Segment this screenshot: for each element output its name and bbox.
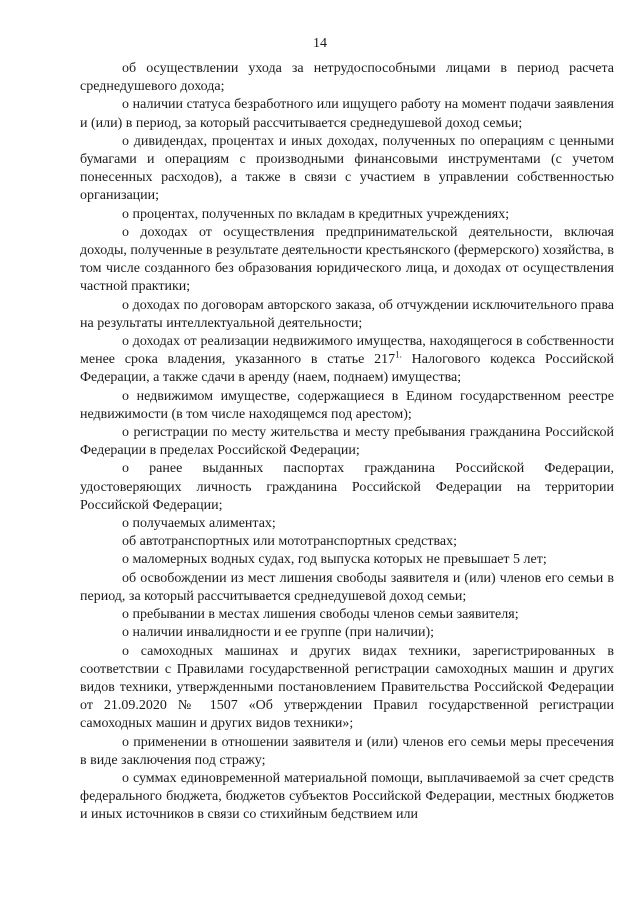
paragraph: об освобождении из мест лишения свободы заявителя и (или) членов его семьи в период, за который рассчитывается среднедушевой доход семьи; — [80, 570, 614, 604]
paragraph: об автотранспортных или мототранспортных средствах; — [122, 534, 458, 550]
paragraph: об осуществлении ухода за нетрудоспособными лицами в период расчета среднедушевого дохода; — [80, 61, 614, 95]
paragraph: о процентах, полученных по вкладам в кредитных учреждениях; — [122, 206, 510, 222]
paragraph: о самоходных машинах и других видах техники, зарегистрированных в соответствии с Правилами государственной регистрации самоходных машин и других видов техники, утвержденными постановлением Правительства Российской Федерации от 21.09.2020 № 1507 «Об утверждении Правил государственной регистрации самоходных машин и других видов техники»; — [80, 643, 614, 732]
paragraph — [80, 333, 614, 388]
paragraph: о наличии инвалидности и ее группе (при наличии); — [122, 625, 435, 641]
superscript-footnote: 1. — [395, 349, 402, 360]
paragraph: о пребывании в местах лишения свободы членов семьи заявителя; — [122, 607, 519, 623]
paragraph: о доходах по договорам авторского заказа, об отчуждении исключительного права на результаты интеллектуальной деятельности; — [80, 297, 614, 331]
paragraph: о применении в отношении заявителя и (или) членов его семьи меры пресечения в виде заключения под стражу; — [80, 734, 614, 768]
paragraph: о наличии статуса безработного или ищущего работу на момент подачи заявления и (или) в период, за который рассчитывается среднедушевой доход семьи; — [80, 97, 614, 131]
document-body — [80, 60, 614, 825]
paragraph-text: о доходах от реализации недвижимого имущества, находящегося в собственности менее срока владения, указанного в статье 217 — [80, 334, 614, 368]
paragraph-text: Налогового кодекса Российской Федерации, а также сдачи в аренду (наем, поднаем) имущества; — [80, 352, 614, 386]
paragraph: о получаемых алиментах; — [122, 516, 276, 532]
paragraph: о дивидендах, процентах и иных доходах, полученных по операциям с ценными бумагами и операциям с производными финансовыми инструментами (с учетом понесенных расходов), а также в связи с участием в управлении собственностью организации; — [80, 133, 614, 204]
paragraph: о недвижимом имуществе, содержащиеся в Едином государственном реестре недвижимости (в том числе находящемся под арестом); — [80, 388, 614, 422]
paragraph: о регистрации по месту жительства и месту пребывания гражданина Российской Федерации в пределах Российской Федерации; — [80, 425, 614, 459]
paragraph: о суммах единовременной материальной помощи, выплачиваемой за счет средств федерального бюджета, бюджетов субъектов Российской Федерации, местных бюджетов и иных источников в связи со стихийным бедствием или — [80, 770, 614, 823]
page-number: 14 — [313, 36, 327, 51]
paragraph: о ранее выданных паспортах гражданина Российской Федерации, удостоверяющих личность гражданина Российской Федерации на территории Российской Федерации; — [80, 461, 614, 513]
paragraph: о маломерных водных судах, год выпуска которых не превышает 5 лет; — [122, 552, 547, 568]
paragraph: о доходах от осуществления предпринимательской деятельности, включая доходы, полученные в результате деятельности крестьянского (фермерского) хозяйства, в том числе созданного без образования юридического лица, и доходах от осуществления частной практики; — [80, 224, 614, 295]
